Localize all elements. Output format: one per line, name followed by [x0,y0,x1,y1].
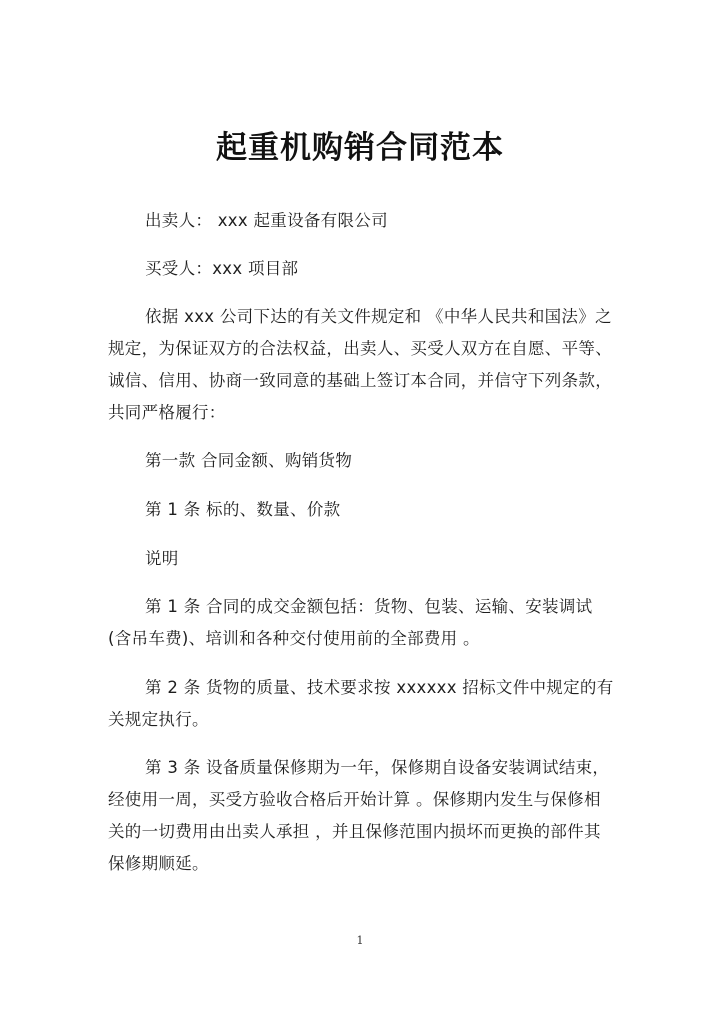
clause-2-line-1: 第 2 条 货物的质量、技术要求按 xxxxxx 招标文件中规定的有 [145,678,614,697]
clause-1-line-1: 第 1 条 合同的成交金额包括：货物、包装、运输、安装调试 [145,597,593,616]
document-title: 起重机购销合同范本 [216,130,504,166]
clause-3-line-2: 经使用一周，买受方验收合格后开始计算 。保修期内发生与保修相 [108,790,601,809]
preamble-line-3: 诚信、信用、协商一致同意的基础上签订本合同，并信守下列条款， [108,371,612,390]
clause-3-line-4: 保修期顺延。 [108,854,209,873]
section-heading: 第一款 合同金额、购销货物 [145,451,353,470]
preamble-line-1: 依据 xxx 公司下达的有关文件规定和 《中华人民共和国法》之 [145,307,612,326]
clause-3-line-3: 关的一切费用由出卖人承担 ，并且保修范围内损坏而更换的部件其 [108,822,601,841]
seller-line: 出卖人： xxx 起重设备有限公司 [145,211,388,230]
article-heading: 第 1 条 标的、数量、价款 [145,500,341,519]
buyer-line: 买受人：xxx 项目部 [145,259,299,278]
page-number: 1 [356,934,364,947]
clause-1-line-2: (含吊车费)、培训和各种交付使用前的全部费用 。 [108,629,480,648]
preamble-line-2: 规定，为保证双方的合法权益，出卖人、买受人双方在自愿、平等、 [108,339,612,358]
clause-2-line-2: 关规定执行。 [108,710,209,729]
preamble-line-4: 共同严格履行： [108,403,226,422]
note-label: 说明 [145,549,179,568]
clause-3-line-1: 第 3 条 设备质量保修期为一年，保修期自设备安装调试结束， [145,758,610,777]
